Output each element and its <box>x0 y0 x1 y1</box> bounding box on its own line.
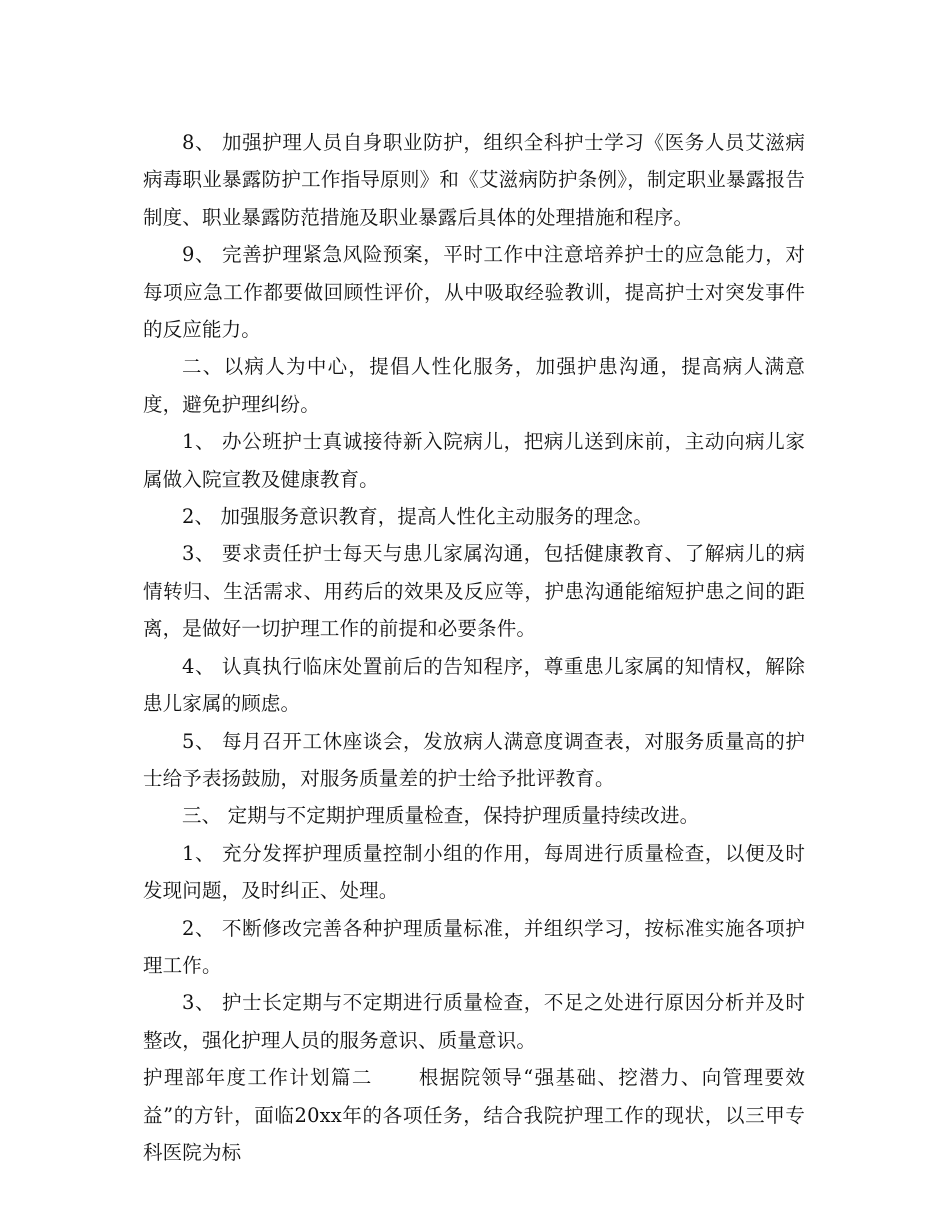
section-heading-patient-centered: 二、以病人为中心，提倡人性化服务，加强护患沟通，提高病人满意度，避免护理纠纷。 <box>143 355 805 416</box>
paragraph-head-nurse-inspection: 3、 护士长定期与不定期进行质量检查，不足之处进行原因分析并及时整改，强化护理人员的服务意识、质量意识。 <box>143 991 805 1052</box>
paragraph-service-awareness: 2、 加强服务意识教育，提高人性化主动服务的理念。 <box>182 505 653 529</box>
paragraph-family-communication: 3、 要求责任护士每天与患儿家属沟通，包括健康教育、了解病儿的病情转归、生活需求、用药后的效果及反应等，护患沟通能缩短护患之间的距离，是做好一切护理工作的前提和必要条件。 <box>143 542 805 641</box>
plan-part-two-heading: 护理部年度工作计划篇二 <box>143 1066 373 1090</box>
section-heading-quality-inspection: 三、 定期与不定期护理质量检查，保持护理质量持续改进。 <box>182 804 700 828</box>
paragraph-quality-standards: 2、 不断修改完善各种护理质量标准，并组织学习，按标准实施各项护理工作。 <box>143 916 805 977</box>
paragraph-plan-part-two <box>143 1059 805 1171</box>
paragraph-emergency-plan: 9、 完善护理紧急风险预案，平时工作中注意培养护士的应急能力，对每项应急工作都要做回顾性评价，从中吸取经验教训，提高护士对突发事件的反应能力。 <box>143 243 805 342</box>
paragraph-admission-reception: 1、 办公班护士真诚接待新入院病儿，把病儿送到床前，主动向病儿家属做入院宣教及健康教育。 <box>143 430 805 491</box>
paragraph-monthly-meeting: 5、 每月召开工休座谈会，发放病人满意度调查表，对服务质量高的护士给予表扬鼓励，对服务质量差的护士给予批评教育。 <box>143 729 805 790</box>
paragraph-occupational-protection: 8、 加强护理人员自身职业防护，组织全科护士学习《医务人员艾滋病病毒职业暴露防护工作指导原则》和《艾滋病防护条例》，制定职业暴露报告制度、职业暴露防范措施及职业暴露后具体的处理措施和程序。 <box>143 131 805 229</box>
document-body <box>143 124 805 1171</box>
paragraph-informed-procedure: 4、 认真执行临床处置前后的告知程序，尊重患儿家属的知情权，解除患儿家属的顾虑。 <box>143 654 805 716</box>
plan-part-two-text: 根据院领导“强基础、挖潜力、向管理要效益”的方针，面临20xx年的各项任务，结合我院护理工作的现状，以三甲专科医院为标 <box>143 1066 805 1164</box>
paragraph-quality-control-team: 1、 充分发挥护理质量控制小组的作用，每周进行质量检查，以便及时发现问题，及时纠正、处理。 <box>143 841 805 903</box>
